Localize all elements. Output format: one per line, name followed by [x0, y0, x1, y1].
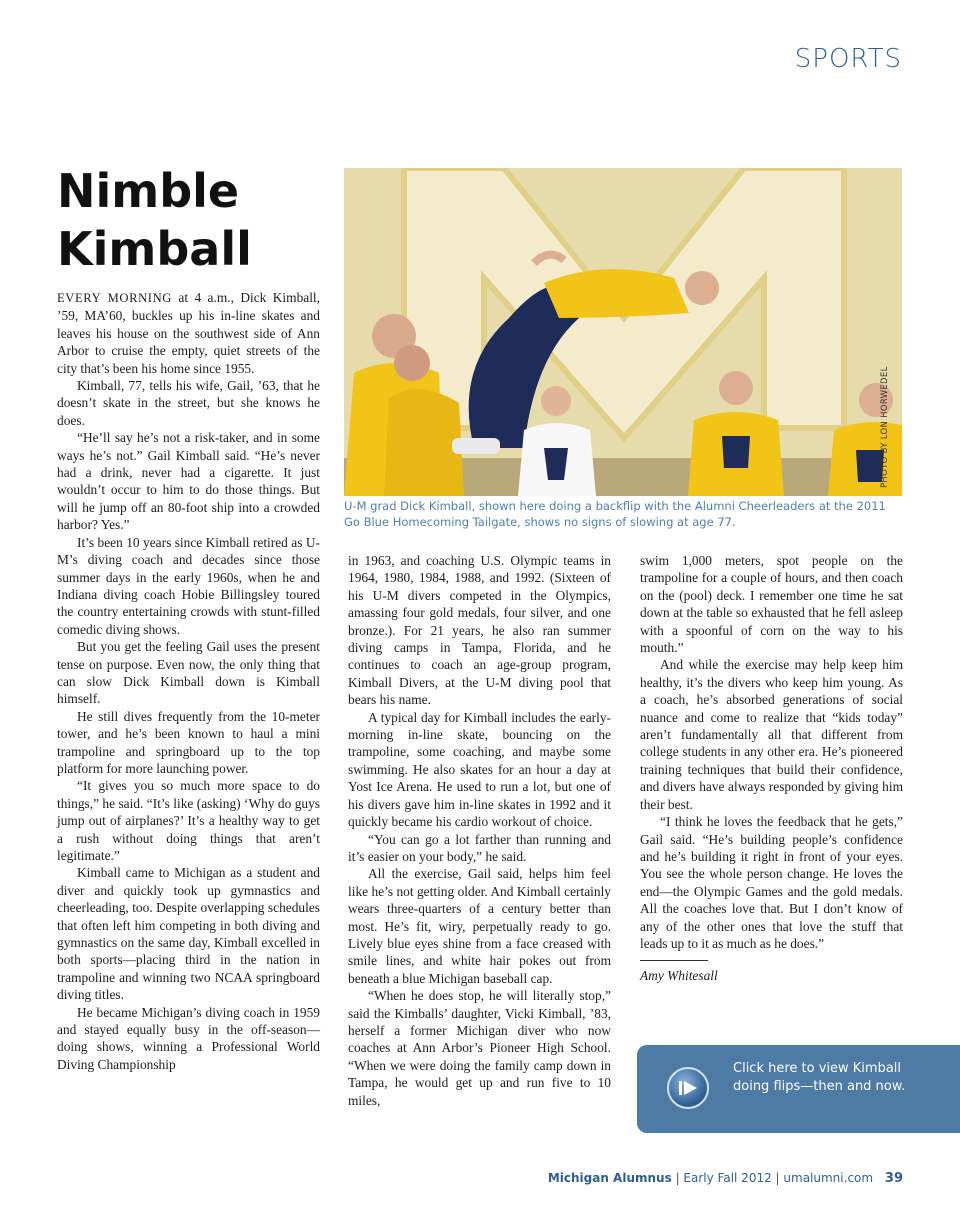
page-number: 39: [884, 1171, 903, 1186]
footer-separator: |: [675, 1171, 684, 1185]
section-label: SPORTS: [794, 44, 902, 74]
photo-credit: PHOTO BY LON HORWEDEL: [880, 366, 890, 488]
author-signature: Amy Whitesall: [640, 968, 718, 984]
page-footer: [548, 1171, 903, 1186]
article-column-2: [348, 552, 611, 1109]
paragraph: “It gives you so much more space to do things,” he said. “It’s like (asking) ‘Why do guys jump out of airplanes?’ It’s a healthy way to get a rush without doing things that aren’t legitimate.”: [57, 778, 320, 863]
paragraph: And while the exercise may help keep him healthy, it’s the divers who keep him young. As a coach, he’s absorbed generations of social nuance and come to realize that “kids today” aren’t fundamentally all that different from college students in any other era. He’s pioneered training techniques that build their confidence, and divers have always responded by giving him their best.: [640, 657, 903, 812]
paragraph: “You can go a lot farther than running and it’s easier on your body,” he said.: [348, 831, 611, 864]
article-photo: [344, 168, 902, 496]
paragraph: “When he does stop, he will literally stop,” said the Kimballs’ daughter, Vicki Kimball, ’83, herself a former Michigan diver who now coaches at Ann Arbor’s Pioneer High School. “When we were doing the family camp down in Tampa, he would get up and run five to 10 miles,: [348, 988, 611, 1108]
signature-rule: [640, 960, 708, 961]
lead-paragraph: [57, 289, 320, 377]
photo-caption: U-M grad Dick Kimball, shown here doing a backflip with the Alumni Cheerleaders at the 2011 Go Blue Homecoming Tailgate, shows no signs of slowing at age 77.: [344, 499, 886, 529]
paragraph-continued: in 1963, and coaching U.S. Olympic teams in 1964, 1980, 1984, 1988, and 1992. (Sixteen of his U-M divers competed in the Olympics, amassing four gold medals, four silver, and one bronze.). For 21 years, he also ran summer diving camps in Tampa, Florida, and he continues to coach an age-group program, Kimball Divers, at the U-M diving pool that bears his name.: [348, 553, 611, 708]
lead-text: at 4 a.m., Dick Kimball, ’59, MA’60, buckles up his in-line skates and leaves his house on the southwest side of Ann Arbor to cruise the empty, quiet streets of the city that’s been his home since 1955.: [57, 290, 320, 376]
issue-date: Early Fall 2012: [683, 1171, 772, 1185]
paragraph: “I think he loves the feedback that he gets,” Gail said. “He’s building people’s confidence and he’s building it right in front of your eyes. You see the whole person change. He loves the end—the Olympic Games and the gold medals. All the coaches love that. But I don’t know of any of the other ones that love the stuff that leads up to it as much as he does.”: [640, 814, 903, 951]
video-link-callout[interactable]: [637, 1045, 960, 1133]
paragraph: But you get the feeling Gail uses the present tense on purpose. Even now, the only thing that can slow Dick Kimball down is Kimball himself.: [57, 639, 320, 707]
video-link-text[interactable]: Click here to view Kimball doing flips—then and now.: [733, 1061, 906, 1094]
paragraph-continued: swim 1,000 meters, spot people on the trampoline for a couple of hours, and then coach on the (pool) deck. I remember one time he sat down at the table so exhausted that he fell asleep with a spoonful of corn on the way to his mouth.”: [640, 553, 903, 656]
article-column-1: [57, 289, 320, 1073]
backflip-photo-illustration: [344, 168, 902, 496]
magazine-name: Michigan Alumnus: [547, 1171, 672, 1185]
paragraph: It’s been 10 years since Kimball retired as U-M’s diving coach and decades since those summer days in the early 1960s, when he and Indiana diving coach Hobie Billingsley toured the country entertaining crowds with stunt-filled comedic diving shows.: [57, 534, 320, 637]
lead-caps: EVERY MORNING: [57, 291, 172, 305]
paragraph: A typical day for Kimball includes the early-morning in-line skate, bouncing on the trampoline, some coaching, and maybe some swimming. He also skates for an hour a day at Yost Ice Arena. He used to run a lot, but one of his divers gave him in-line skates in 1992 and it quickly became his cardio workout of choice.: [348, 709, 611, 830]
play-icon[interactable]: [667, 1067, 709, 1109]
footer-separator: |: [775, 1171, 784, 1185]
paragraph: He became Michigan’s diving coach in 1959 and stayed equally busy in the off-season—doing shows, winning a Professional World Diving Championship: [57, 1004, 320, 1072]
article-headline: Nimble Kimball: [57, 164, 252, 276]
article-column-3: [640, 552, 903, 985]
paragraph: Kimball came to Michigan as a student and diver and quickly took up gymnastics and cheerleading, too. Despite overlapping schedules that often left him competing in both diving and gymnastics on the same day, Kimball excelled in both sports—placing third in the nation in trampoline and winning two NCAA springboard diving titles.: [57, 865, 320, 1003]
website: umalumni.com: [783, 1171, 874, 1185]
paragraph: “He’ll say he’s not a risk-taker, and in some ways he’s not.” Gail Kimball said. “He’s never had a drink, never had a cigarette. It just wouldn’t occur to him to do those things. But will he jump off an 80-foot ship into a crowded harbor? Yes.”: [57, 430, 320, 533]
paragraph: He still dives frequently from the 10-meter tower, and he’s been known to haul a mini trampoline and springboard up to the top platform for more launching power.: [57, 708, 320, 776]
paragraph: Kimball, 77, tells his wife, Gail, ’63, that he doesn’t skate in the street, but she knows he does.: [57, 378, 320, 428]
play-glyph-icon: [676, 1076, 700, 1100]
paragraph: All the exercise, Gail said, helps him feel like he’s not getting older. And Kimball certainly wears three-quarters of a century better than most. He’s fit, wiry, perpetually ready to go. Lively blue eyes shine from a face creased with smile lines, and white hair pokes out from beneath a blue Michigan baseball cap.: [348, 866, 611, 986]
